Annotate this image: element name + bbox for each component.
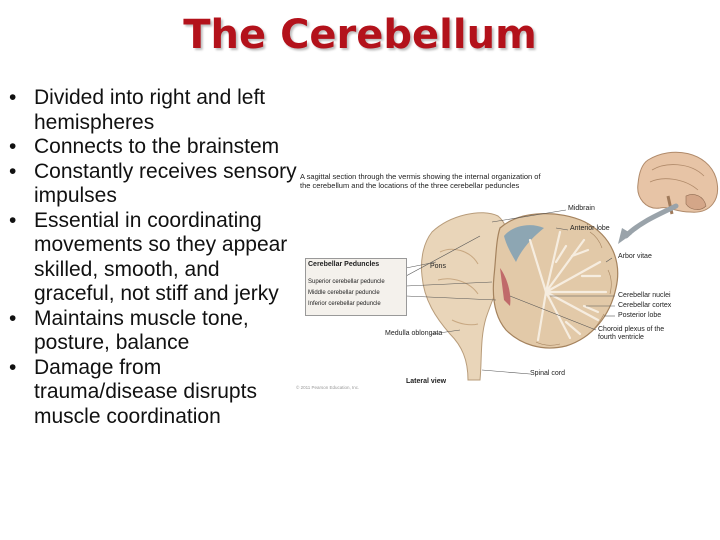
label-cerebellar-nuclei: Cerebellar nuclei: [618, 292, 671, 299]
bullet-list: [6, 86, 298, 429]
label-pons: Pons: [430, 263, 446, 270]
copyright-text: © 2011 Pearson Education, Inc.: [296, 385, 360, 390]
label-choroid-plexus: Choroid plexus of the fourth ventricle: [598, 326, 665, 341]
label-cerebellar-cortex: Cerebellar cortex: [618, 302, 672, 309]
label-posterior-lobe: Posterior lobe: [618, 312, 662, 319]
bullet-item: • Essential in coordinating movements so they appear skilled, smooth, and graceful, not stiff and jerky: [9, 208, 288, 305]
slide-title: The Cerebellum: [183, 12, 537, 58]
peduncle-middle: Middle cerebellar peduncle: [308, 290, 380, 296]
label-arbor-vitae: Arbor vitae: [618, 253, 652, 260]
label-midbrain: Midbrain: [568, 205, 595, 212]
label-spinal-cord: Spinal cord: [530, 370, 566, 377]
bullet-item: • Maintains muscle tone, posture, balance: [9, 306, 249, 354]
figure-caption: A sagittal section through the vermis showing the internal organization of the cerebellum and the locations of the three cerebellar peduncles: [300, 172, 541, 190]
peduncles-legend: [305, 258, 407, 316]
peduncle-inferior: Inferior cerebellar peduncle: [308, 301, 381, 307]
label-anterior-lobe: Anterior lobe: [570, 225, 610, 232]
peduncle-superior: Superior cerebellar peduncle: [308, 279, 385, 285]
bullet-item: • Damage from trauma/disease disrupts muscle coordination: [9, 355, 257, 428]
label-lateral-view: Lateral view: [406, 378, 447, 385]
peduncles-title: Cerebellar Peduncles: [308, 261, 380, 268]
bullet-item: • Divided into right and left hemispheres: [9, 86, 266, 134]
pointer-arrow: [626, 206, 676, 236]
bullet-item: • Connects to the brainstem: [9, 135, 280, 158]
label-medulla: Medulla oblongata: [385, 330, 443, 337]
bullet-item: • Constantly receives sensory impulses: [9, 159, 297, 207]
